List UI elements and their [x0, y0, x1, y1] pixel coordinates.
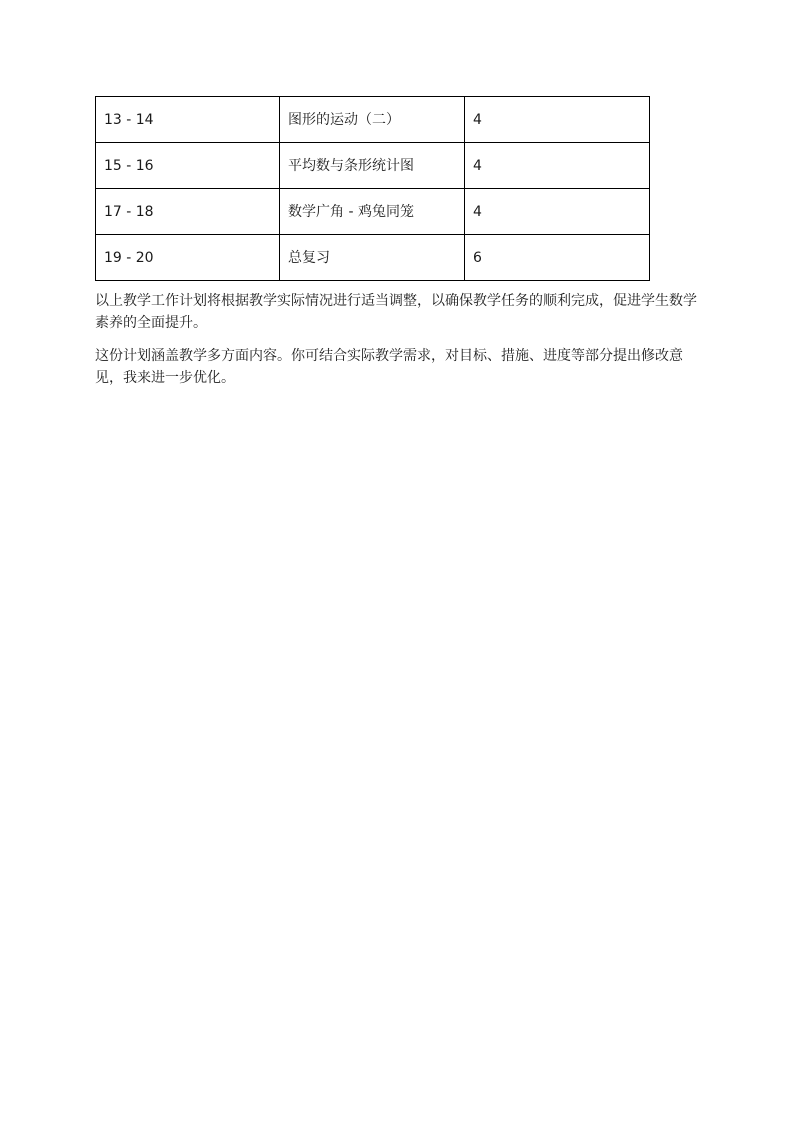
week-cell: 13 - 14 — [96, 97, 280, 143]
content-cell: 图形的运动（二） — [280, 97, 465, 143]
table-row — [96, 143, 650, 189]
table-row — [96, 189, 650, 235]
table-row — [96, 97, 650, 143]
hours-cell: 4 — [465, 143, 650, 189]
content-cell: 总复习 — [280, 235, 465, 281]
table-row — [96, 235, 650, 281]
content-cell: 数学广角 - 鸡兔同笼 — [280, 189, 465, 235]
week-cell: 17 - 18 — [96, 189, 280, 235]
hours-cell: 6 — [465, 235, 650, 281]
closing-paragraph: 以上教学工作计划将根据教学实际情况进行适当调整，以确保教学任务的顺利完成，促进学生数学素养的全面提升。 — [95, 293, 697, 331]
week-cell: 19 - 20 — [96, 235, 280, 281]
hours-cell: 4 — [465, 189, 650, 235]
week-cell: 15 - 16 — [96, 143, 280, 189]
content-cell: 平均数与条形统计图 — [280, 143, 465, 189]
note-paragraph: 这份计划涵盖教学多方面内容。你可结合实际教学需求，对目标、措施、进度等部分提出修改意见，我来进一步优化。 — [95, 348, 683, 386]
hours-cell: 4 — [465, 97, 650, 143]
teaching-schedule-table — [95, 96, 650, 281]
